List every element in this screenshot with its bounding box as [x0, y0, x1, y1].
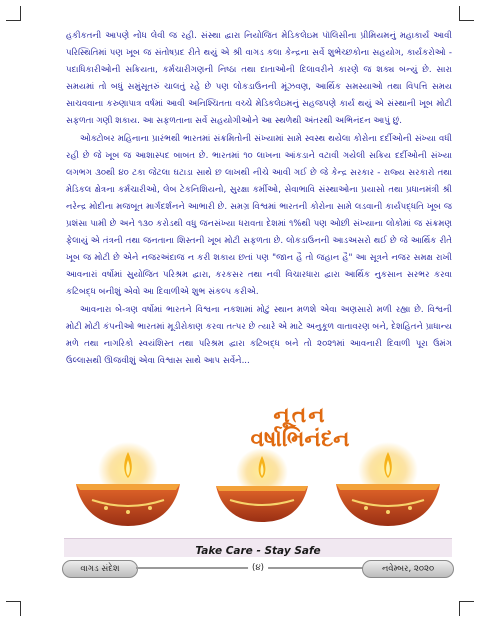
publication-name: વાગડ સંદેશ	[62, 560, 138, 578]
greeting-line-2: વર્ષાભિનંદન	[250, 426, 350, 452]
page-number: (૪)	[248, 561, 268, 575]
diya-center	[216, 448, 308, 522]
paragraph-2: ઓક્ટોબર મહિનાના પ્રારંભથી ભારતમાં સંક્રમિતોની સંખ્યામાં સામે સ્વસ્થ થયેલા કોરોના દર્દીઓની સંખ્યા વધી રહી છે જે ખૂબ જ આશાસ્પદ બાબત છે. ભારતમાં ૧૦ લાખના આંકડાને વટાવી ગયેલી સક્રિય દર્દીઓની સંખ્યા લગભગ ૩૦થી ૪૦ ટકા જેટલા ઘટાડા સાથે છ લાખથી નીચે આવી ગઈ છે જે કેન્દ્ર સરકાર - રાજ્ય સરકારો તથા મેડિકલ ક્ષેત્રના કર્મચારીઓ, લેબ ટેકનિશિયનો, સુરક્ષા કર્મીઓ, સેવાભાવિ સંસ્થાઓના પ્રયાસો તથા પ્રધાનમંત્રી શ્રી નરેન્દ્ર મોદીના મજબૂત માર્ગદર્શનને આભારી છે. સમગ્ર વિશ્વમાં ભારતની કોરોના સામે લડવાની કાર્યપદ્ધતિ ખૂબ જ પ્રશંસા પામી છે અને ૧૩૦ કરોડથી વધુ જનસંખ્યા ધરાવતા દેશમાં ૧%થી પણ ઓછી સંખ્યાના લોકોમાં જ સંક્રમણ ફેલાયું એ તંત્રની તથા જનતાના શિસ્તની ખૂબ મોટી સફળતા છે. લોકડાઉનની આડઅસરો થઈ છે જે આર્થિક રીતે ખૂબ જ મોટી છે એને નજરઅંદાજ ન કરી શકાય છતાં પણ "જાન હૈ તો જહાન હૈ" આ સૂત્રને નજર સમક્ષ રાખી આવનારાં વર્ષોમાં સુયોજિત પરિશ્રમ દ્વારા, કરકસર તથા નવી વિચારધારા દ્વારા આર્થિક નુકસાન સરભર કરવા કટિબદ્ધ બનીશું એવો આ દિવાળીએ શુભ સંકલ્પ કરીએ.	[66, 133, 452, 298]
crop-mark-bottom-left	[6, 601, 21, 616]
tagline-bar	[64, 538, 452, 557]
diya-illustration	[66, 440, 452, 532]
issue-date: નવેમ્બર, ૨૦૨૦	[362, 560, 454, 578]
page-footer	[62, 560, 454, 578]
paragraph-1: હકીકતની આપણે નોંધ લેવી જ રહી. સંસ્થા દ્વારા નિયોજિત મેડિકલેઇમ પૉલિસીના પ્રીમિયમનું મહાકાર્ય આવી પરિસ્થિતિમાં પણ ખૂબ જ સંતોષપ્રદ રીતે થયું એ શ્રી વાગડ કલા કેન્દ્રના સર્વે શુભેચ્છકોના સહયોગ, કાર્યકરોઓ - પદાધિકારીઓની સક્રિયતા, કર્મચારીગણની નિષ્ઠા તથા દાતાઓની દિલાવરીને કારણે જ શક્ય બન્યું છે. સારા સમયમાં તો બધું સમુંસૂતરું ચાલતું રહે છે પણ લોકડાઉનની મૂંઝવણ, આર્થિક સમસ્યાઓ તથા વિપત્તિ સમય સાચવવાના કરુણાપાત્ર વર્ષમાં આવી અનિશ્ચિતતા વચ્ચે મેડિકલેઇમનું સહજપણે કાર્ય થયું એ સંસ્થાની ખૂબ મોટી સફળતા ગણી શકાય. આ સફળતાના સર્વે સહયોગીઓને આ સ્થળેથી અંતરથી અભિનંદન આપું છું.	[66, 31, 452, 127]
diya-right	[336, 442, 440, 526]
paragraph-3: આવનારા બે-ત્રણ વર્ષોમાં ભારતને વિશ્વના નકશામાં મોટું સ્થાન મળશે એવા અણસારો મળી રહ્યા છે. વિશ્વની મોટી મોટી કંપનીઓ ભારતમાં મૂડીરોકાણ કરવા તત્પર છે ત્યારે એ માટે અનુકૂળ વાતાવરણ બને, દેશહિતને પ્રાધાન્ય મળે તથા નાગરિકો સ્વયંશિસ્ત તથા પરિશ્રમ દ્વારા કટિબદ્ધ બને તો ૨૦૨૧માં આવનારી દિવાળી પૂરા ઉમંગ ઉલ્લાસથી ઊજવીશું એવા વિશ્વાસ સાથે આપ સર્વેને...	[66, 304, 452, 366]
crop-mark-top-left	[6, 6, 21, 21]
crop-mark-top-right	[459, 6, 474, 21]
greeting-line-1: નૂતન	[273, 402, 327, 428]
diya-left	[76, 442, 180, 526]
crop-mark-bottom-right	[459, 601, 474, 616]
new-year-greeting	[160, 402, 440, 452]
article-body	[66, 28, 452, 396]
tagline: Take Care - Stay Safe	[195, 545, 321, 557]
